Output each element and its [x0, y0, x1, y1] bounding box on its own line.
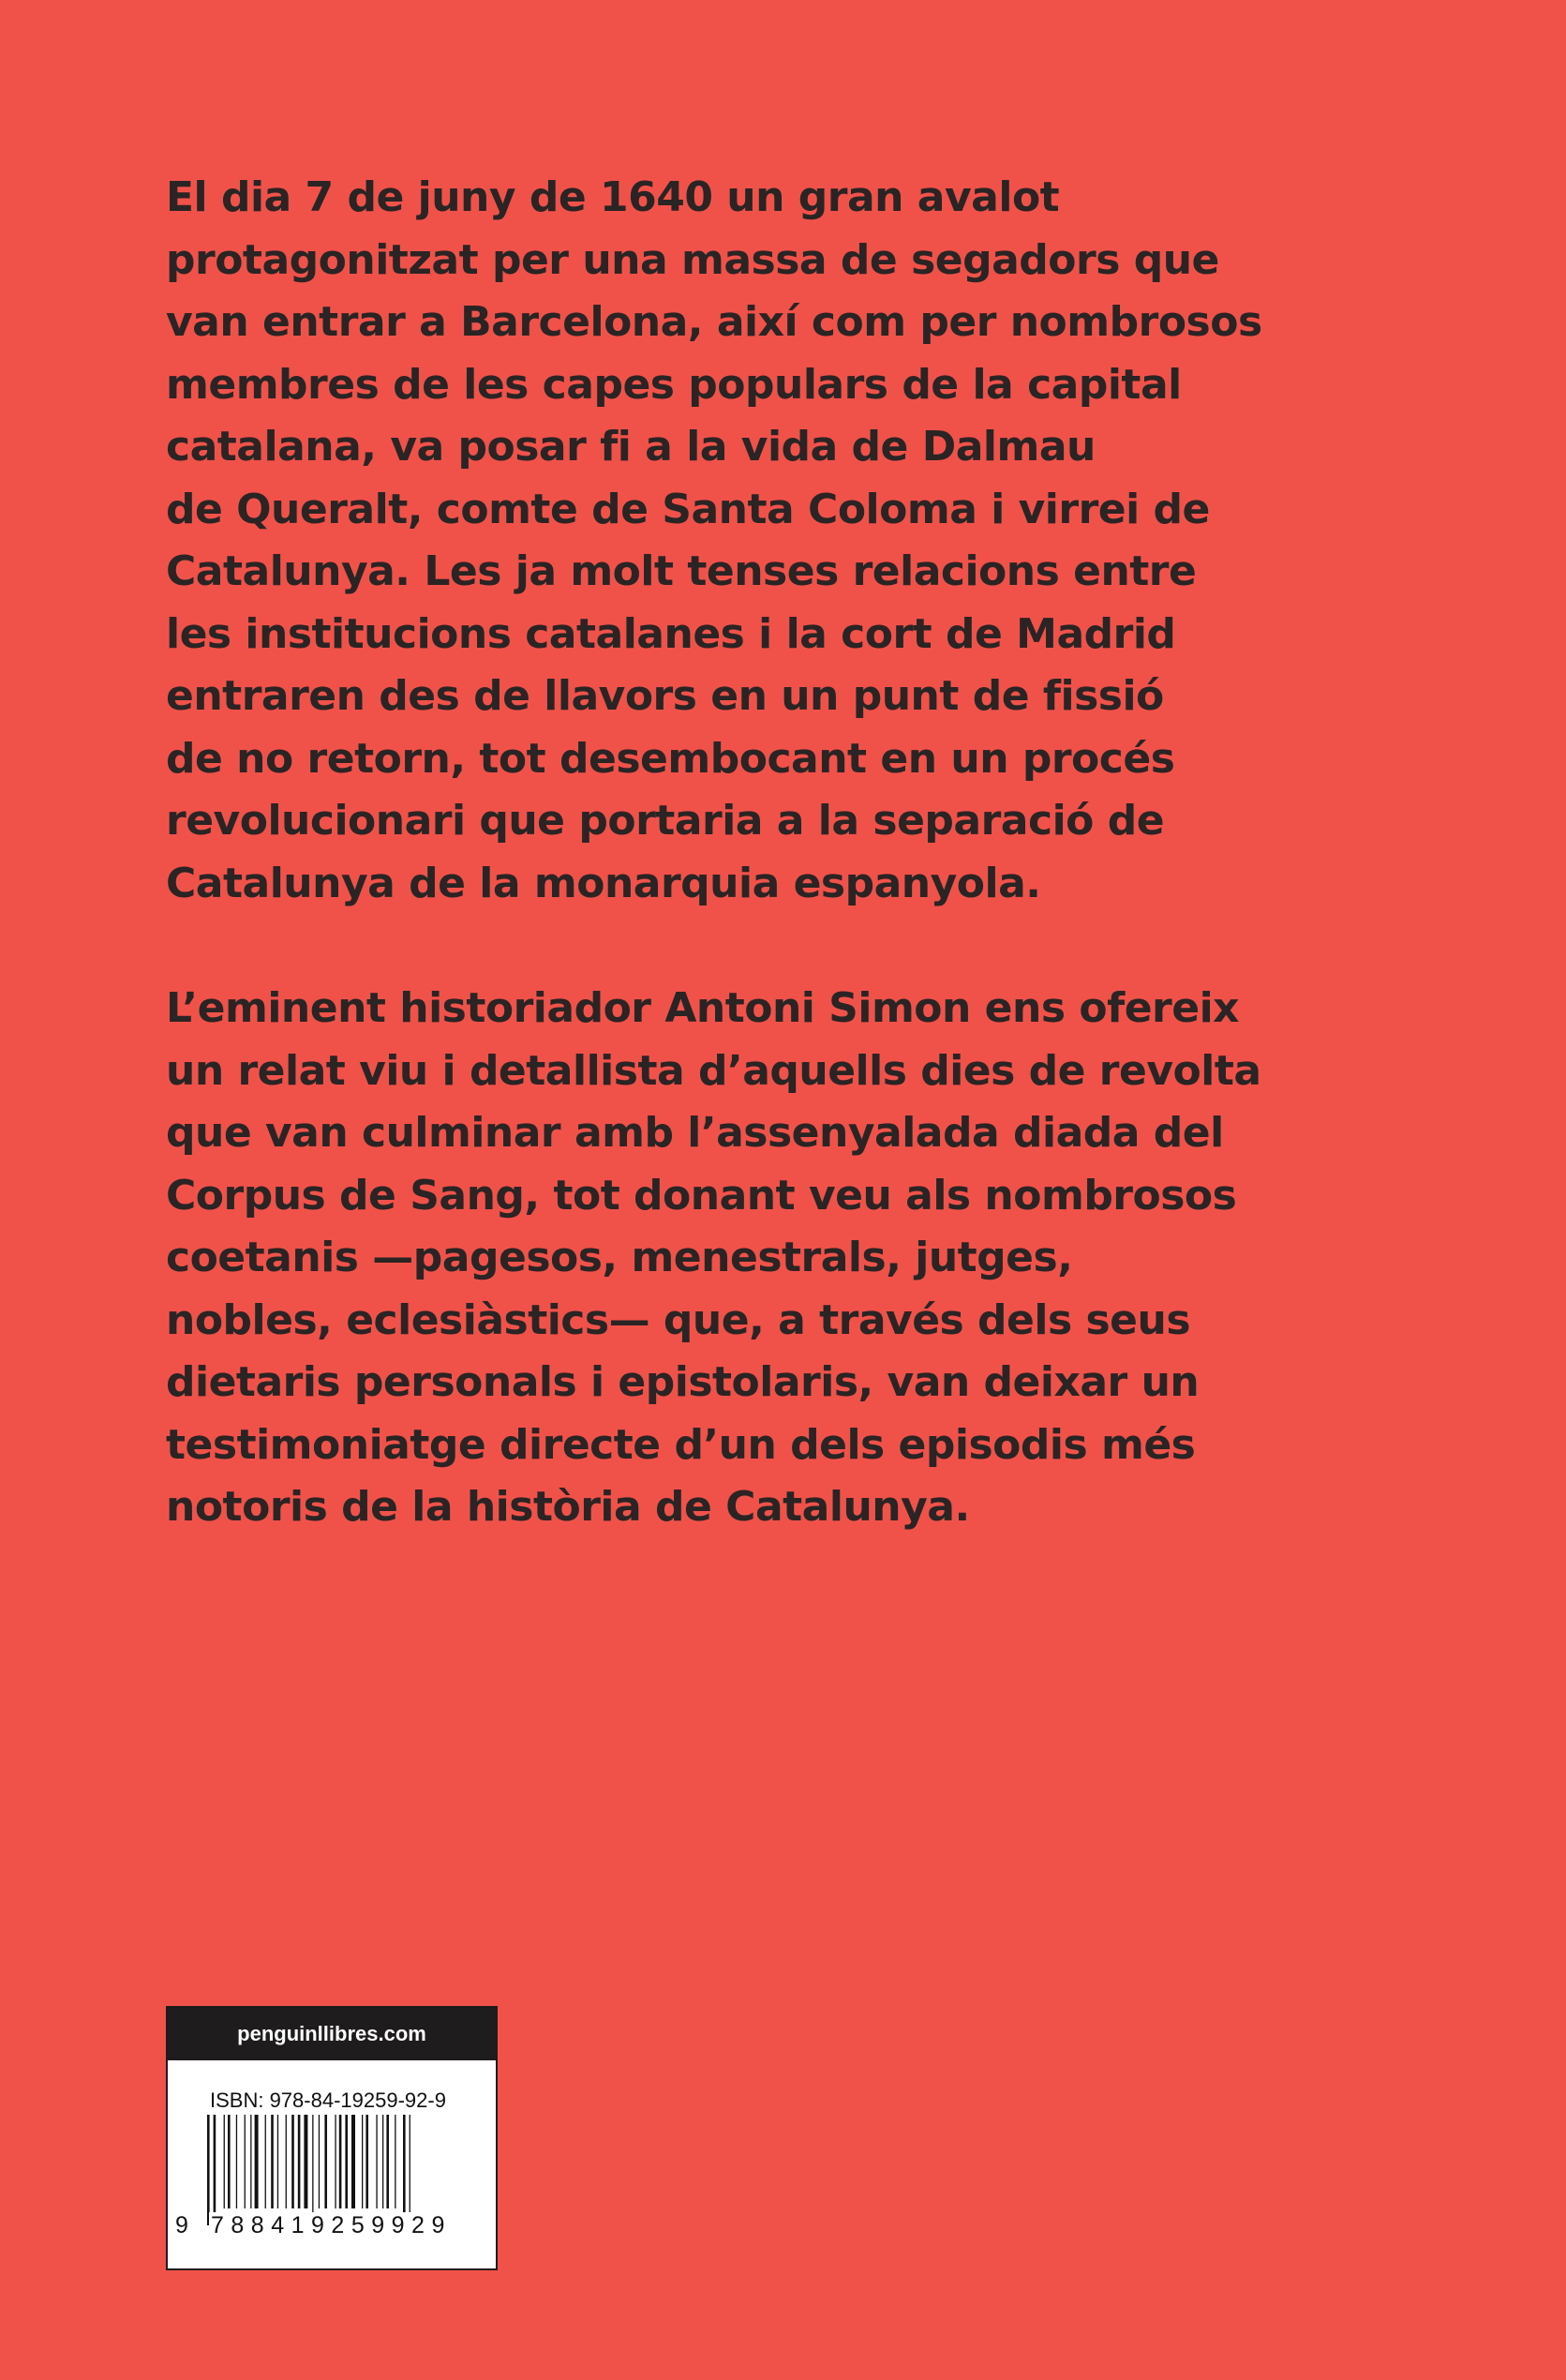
- barcode-bar: [265, 2115, 266, 2208]
- barcode-bar: [224, 2115, 225, 2208]
- barcode-bar: [324, 2115, 327, 2208]
- barcode-bar: [403, 2115, 406, 2225]
- blurb-line: nobles, eclesiàstics— que, a través dels seus: [166, 1295, 1191, 1344]
- barcode-lead-digit: 9: [175, 2212, 188, 2238]
- blurb-paragraph-2: [166, 978, 1261, 1539]
- barcode-bar: [319, 2115, 320, 2208]
- blurb-line: catalana, va posar fi a la vida de Dalmau: [166, 423, 1096, 471]
- isbn-text: ISBN: 978-84-19259-92-9: [210, 2088, 446, 2112]
- blurb-line: dietaris personals i epistolaris, van deixar un: [166, 1358, 1200, 1406]
- barcode-bar: [298, 2115, 301, 2208]
- barcode-label: [166, 2006, 498, 2270]
- barcode-bar: [277, 2115, 278, 2208]
- barcode-bar: [335, 2115, 336, 2208]
- blurb-line: van entrar a Barcelona, així com per nombrosos: [166, 298, 1262, 346]
- blurb-line: Corpus de Sang, tot donant veu als nombrosos: [166, 1171, 1237, 1220]
- barcode-bar: [382, 2115, 383, 2208]
- blurb-line: testimoniatge directe d’un dels episodis més: [166, 1420, 1196, 1469]
- barcode-bar: [304, 2115, 307, 2208]
- barcode-bar: [291, 2115, 294, 2208]
- barcode-digits: 788419259929: [209, 2212, 479, 2239]
- barcode-bar: [365, 2115, 368, 2208]
- barcode-bar: [351, 2115, 355, 2208]
- barcode-bar: [250, 2115, 251, 2208]
- blurb-line: les institucions catalanes i la cort de Madrid: [166, 609, 1176, 658]
- barcode-bar: [228, 2115, 231, 2208]
- blurb-line: notoris de la història de Catalunya.: [166, 1483, 970, 1531]
- barcode-bar: [207, 2115, 210, 2225]
- barcode-bar: [345, 2115, 348, 2208]
- barcode-bar: [286, 2115, 287, 2208]
- blurb-line: de no retorn, tot desembocant en un procés: [166, 734, 1175, 783]
- blurb-line: entraren des de llavors en un punt de fissió: [166, 672, 1164, 720]
- blurb-line: Catalunya de la monarquia espanyola.: [166, 859, 1041, 907]
- barcode-bar: [386, 2115, 389, 2208]
- blurb-line: de Queralt, comte de Santa Coloma i virrei de: [166, 485, 1210, 533]
- blurb-line: membres de les capes populars de la capital: [166, 360, 1182, 409]
- barcode-bar: [376, 2115, 377, 2208]
- barcode-bar: [236, 2115, 237, 2208]
- barcode-bar: [271, 2115, 274, 2208]
- barcode-bar: [362, 2115, 363, 2208]
- barcode-bar: [214, 2115, 216, 2225]
- barcode-bar: [312, 2115, 313, 2225]
- barcode-graphic: [205, 2115, 464, 2227]
- barcode-bar: [339, 2115, 342, 2208]
- blurb-line: L’eminent historiador Antoni Simon ens ofereix: [166, 984, 1240, 1032]
- publisher-website: penguinllibres.com: [168, 2008, 496, 2060]
- blurb-line: protagonitzat per una massa de segadors que: [166, 235, 1219, 284]
- blurb-paragraph-1: [166, 167, 1262, 915]
- blurb-line: El dia 7 de juny de 1640 un gran avalot: [166, 173, 1060, 221]
- blurb-line: coetanis —pagesos, menestrals, jutges,: [166, 1234, 1073, 1281]
- blurb-line: que van culminar amb l’assenyalada diada del: [166, 1109, 1224, 1157]
- barcode-bar: [245, 2115, 246, 2208]
- blurb-line: revolucionari que portaria a la separació de: [166, 797, 1165, 845]
- barcode-bar: [255, 2115, 259, 2208]
- blurb-line: Catalunya. Les ja molt tenses relacions entre: [166, 547, 1197, 595]
- blurb-line: un relat viu i detallista d’aquells dies de revolta: [166, 1046, 1261, 1095]
